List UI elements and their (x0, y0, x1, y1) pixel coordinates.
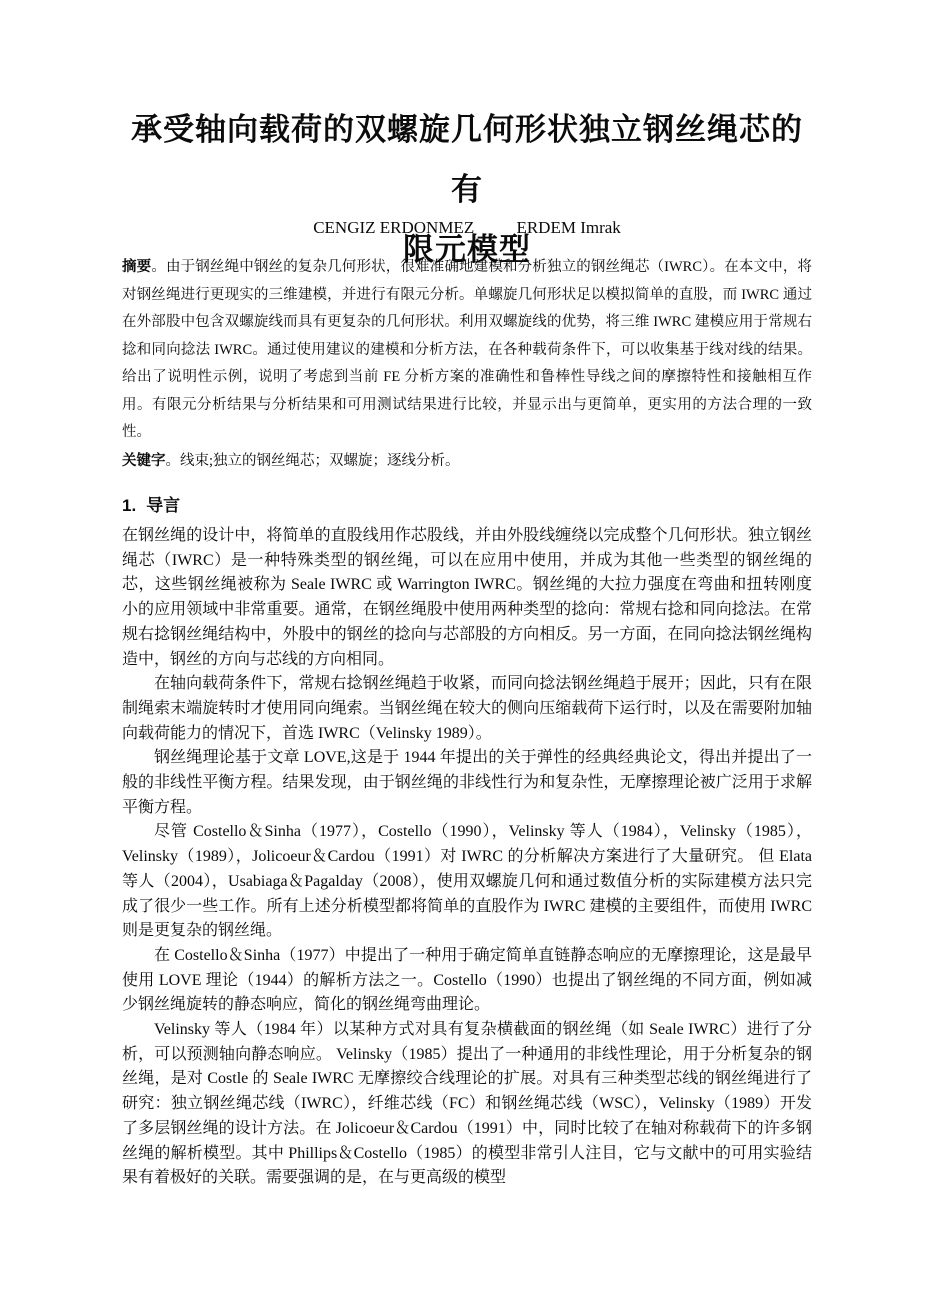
section-1-title: 导言 (146, 496, 181, 515)
paragraph: 在 Costello＆Sinha（1977）中提出了一种用于确定简单直链静态响应的无摩擦理论，这是最早使用 LOVE 理论（1944）的解析方法之一。Costello（1990）也提出了钢丝绳的不同方面，例如减少钢丝绳旋转的静态响应，简化的钢丝绳弯曲理论。 (122, 946, 812, 1014)
keywords-label: 关键字 (122, 453, 166, 469)
paragraph: 在轴向载荷条件下，常规右捻钢丝绳趋于收紧，而同向捻法钢丝绳趋于展开；因此，只有在限制绳索末端旋转时才使用同向绳索。当钢丝绳在较大的侧向压缩载荷下运行时，以及在需要附加轴向载荷能力的情况下，首选 IWRC（Velinsky 1989）。 (122, 675, 812, 742)
paragraph: 尽管 Costello＆Sinha（1977），Costello（1990），Velinsky 等人（1984），Velinsky（1985），Velinsky（1989），Jolicoeur＆Cardou（1991）对 IWRC 的分析解决方案进行了大量研究。 但 Elata 等人（2004），Usabiaga＆Pagalday（2008），使用双螺旋几何和通过数值分析的实际建模方法只完成了很少一些工作。所有上述分析模型都将简单的直股作为 IWRC 建模的主要组件，而使用 IWRC 则是更复杂的钢丝绳。 (122, 823, 812, 940)
section-1-heading (122, 494, 812, 518)
page-title-line2: 限元模型 (403, 232, 531, 267)
keywords-line (122, 448, 812, 474)
paragraph: Velinsky 等人（1984 年）以某种方式对具有复杂横截面的钢丝绳（如 Seale IWRC）进行了分析，可以预测轴向静态响应。 Velinsky（1985）提出了一种通用的非线性理论，用于分析复杂的钢丝绳，是对 Costle 的 Seale IWRC 无摩擦绞合线理论的扩展。对具有三种类型芯线的钢丝绳进行了研究：独立钢丝绳芯线（IWRC），纤维芯线（FC）和钢丝绳芯线（WSC），Velinsky（1989）开发了多层钢丝绳的设计方法。在 Jolicoeur＆Cardou（1991）中，同时比较了在轴对称载荷下的许多钢丝绳的解析模型。其中 Phillips＆Costello（1985）的模型非常引人注目，它与文献中的可用实验结果有着极好的关联。需要强调的是，在与更高级的模型 (122, 1021, 812, 1187)
abstract-text: 。由于钢丝绳中钢丝的复杂几何形状，很难准确地建模和分析独立的钢丝绳芯（IWRC）。在本文中，将对钢丝绳进行更现实的三维建模，并进行有限元分析。单螺旋几何形状足以模拟简单的直股，而 IWRC 通过在外部股中包含双螺旋线而具有更复杂的几何形状。利用双螺旋线的优势，将三维 IWRC 建模应用于常规右捻和同向捻法 IWRC。通过使用建议的建模和分析方法，在各种载荷条件下，可以收集基于线对线的结果。给出了说明性示例，说明了考虑到当前 FE 分析方案的准确性和鲁棒性导线之间的摩擦特性和接触相互作用。有限元分析结果与分析结果和可用测试结果进行比较，并显示出与更简单，更实用的方法合理的一致性。 (122, 259, 813, 440)
section-1-body (122, 524, 812, 1191)
abstract-paragraph (122, 254, 812, 447)
author-name-2: ERDEM Imrak (516, 218, 621, 237)
page-title (122, 100, 812, 280)
keywords-text: 。线束;独立的钢丝绳芯；双螺旋；逐线分析。 (165, 453, 460, 469)
author-name-1: CENGIZ ERDONMEZ (313, 218, 475, 237)
abstract-label: 摘要 (122, 259, 152, 275)
section-1-number: 1. (122, 496, 137, 515)
authors-line (122, 216, 812, 240)
page-title-line1: 承受轴向载荷的双螺旋几何形状独立钢丝绳芯的有 (131, 112, 803, 207)
paragraph: 钢丝绳理论基于文章 LOVE,这是于 1944 年提出的关于弹性的经典经典论文，得出并提出了一般的非线性平衡方程。结果发现，由于钢丝绳的非线性行为和复杂性，无摩擦理论被广泛用于求解平衡方程。 (122, 749, 812, 816)
paragraph: 在钢丝绳的设计中，将简单的直股线用作芯股线，并由外股线缠绕以完成整个几何形状。独立钢丝绳芯（IWRC）是一种特殊类型的钢丝绳，可以在应用中使用，并成为其他一些类型的钢丝绳的芯，这些钢丝绳被称为 Seale IWRC 或 Warrington IWRC。钢丝绳的大拉力强度在弯曲和扭转刚度小的应用领域中非常重要。通常，在钢丝绳股中使用两种类型的捻向：常规右捻和同向捻法。在常规右捻钢丝绳结构中，外股中的钢丝的捻向与芯部股的方向相反。另一方面，在同向捻法钢丝绳构造中，钢丝的方向与芯线的方向相同。 (122, 527, 812, 668)
